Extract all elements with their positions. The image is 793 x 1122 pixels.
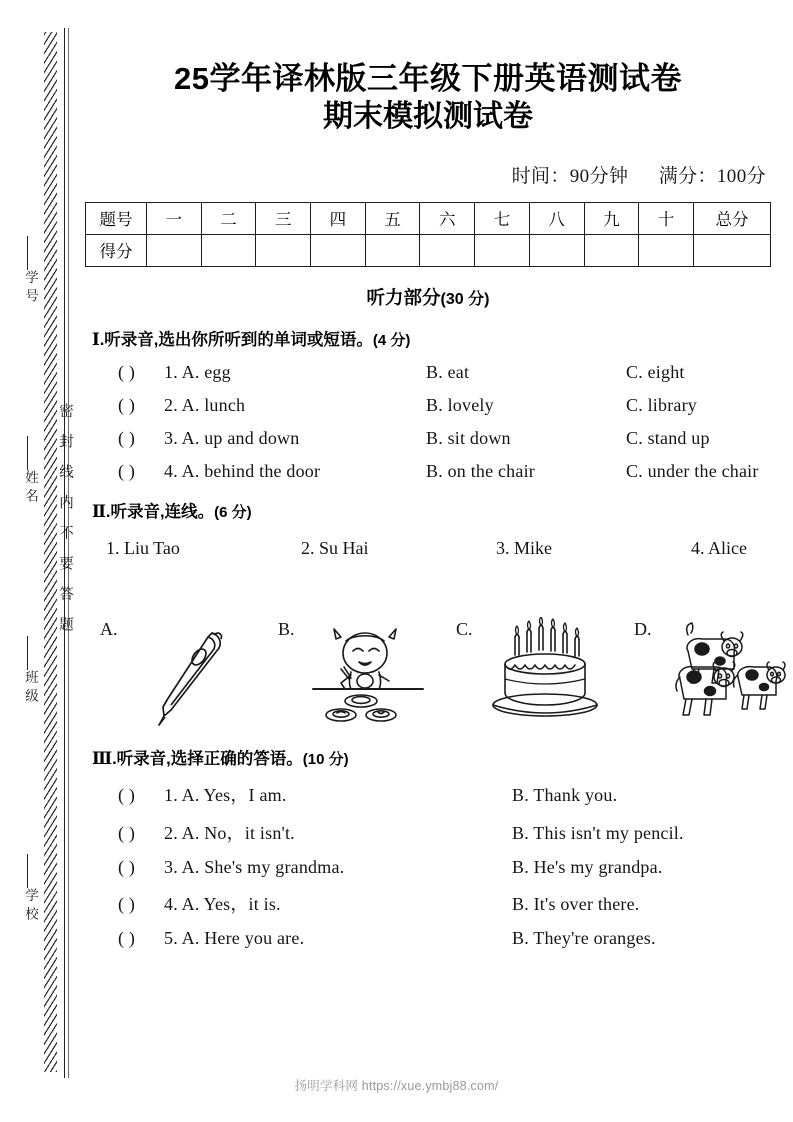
listening-part-title [78,284,778,310]
cows-icon [658,617,790,729]
question-row[interactable] [78,819,778,845]
section-points-1: (4 分) [372,331,411,349]
field-label-class: 班级 [23,670,38,707]
table-row-question-numbers [86,202,771,234]
question-option-a[interactable] [164,819,512,845]
score-table-col-10: 十 [639,202,694,234]
question-row[interactable] [78,362,778,383]
seal-line-text: 密封线内不要答题 [57,403,73,647]
question-option-a[interactable] [164,890,512,916]
answer-blank[interactable]: ( ) [118,893,136,914]
section-heading-1 [92,326,778,350]
question-option-c[interactable]: C. eight [626,361,685,382]
question-option-b[interactable]: B. He's my grandpa. [512,856,663,877]
option-a-text: A. Here you are. [181,927,305,948]
score-cell-10[interactable] [639,234,694,266]
question-option-a[interactable] [164,428,426,449]
matching-name-3[interactable]: 3. Mike [496,537,552,558]
field-rule-school [27,854,28,888]
footer-watermark: 扬明学科网 https://xue.ymbj88.com/ [294,1079,499,1093]
answer-blank[interactable]: ( ) [118,784,136,805]
question-option-b[interactable]: B. on the chair [426,460,535,481]
section-heading-2 [92,498,778,522]
exam-duration: 时间：90分钟 [511,165,629,187]
matching-name-4[interactable]: 4. Alice [691,537,747,558]
option-a-text: A. behind the door [181,460,321,481]
picture-item-d[interactable] [634,611,793,729]
option-a-text: A. She's my grandma. [181,856,345,877]
score-cell-9[interactable] [584,234,639,266]
question-number: 2. [164,394,178,415]
picture-label-d: D. [634,618,652,639]
question-row[interactable] [78,890,778,916]
option-a-text: A. Yes，I am. [181,784,287,805]
score-cell-2[interactable] [201,234,256,266]
picture-label-a: A. [100,618,118,639]
question-number: 4. [164,460,178,481]
picture-label-b: B. [278,618,295,639]
question-option-a[interactable] [164,461,426,482]
matching-pictures-row [78,611,778,729]
section-numeral-1: Ⅰ [92,329,100,349]
score-cell-5[interactable] [365,234,420,266]
score-cell-6[interactable] [420,234,475,266]
section-heading-3 [92,745,778,769]
pen-icon [124,617,256,729]
question-number: 2. [164,822,178,843]
answer-blank[interactable]: ( ) [118,460,136,481]
page-subtitle: 期末模拟测试卷 [323,100,533,134]
score-table-row-label-question: 题号 [86,202,147,234]
field-rule-student-number [27,236,28,270]
section-text-1: .听录音,选出你所听到的单词或短语。 [99,330,373,349]
question-number: 3. [164,427,178,448]
section-text-3: .听录音,选择正确的答语。 [112,749,303,768]
binding-margin [0,0,72,1122]
answer-blank[interactable]: ( ) [118,856,136,877]
question-option-b[interactable]: B. They're oranges. [512,927,656,948]
option-a-text: A. egg [181,361,231,382]
option-a-text: A. Yes，it is. [181,893,281,914]
field-label-student-number: 学号 [23,270,38,307]
page-title: 25学年译林版三年级下册英语测试卷 [174,61,682,96]
score-table-col-6: 六 [420,202,475,234]
section-numeral-3: Ⅲ [92,748,113,768]
question-row[interactable] [78,857,778,878]
question-option-b[interactable]: B. It's over there. [512,893,640,914]
exam-paper-body [78,0,778,1122]
exam-meta-line [78,161,778,188]
answer-blank[interactable]: ( ) [118,927,136,948]
birthday-cake-icon [479,617,611,729]
score-table-col-9: 九 [584,202,639,234]
field-rule-class [27,636,28,670]
section-points-3: (10 分) [302,750,349,768]
field-rule-name [27,436,28,470]
question-number: 1. [164,784,178,805]
question-number: 1. [164,361,178,382]
option-a-text: A. No，it isn't. [181,822,295,843]
score-table-row-label-score: 得分 [86,234,147,266]
question-row[interactable] [78,395,778,416]
question-option-c[interactable]: C. stand up [626,427,710,448]
field-label-school: 学校 [23,888,38,925]
section-numeral-2: Ⅱ [92,501,106,521]
question-option-b[interactable]: B. Thank you. [512,784,618,805]
score-table-col-3: 三 [256,202,311,234]
field-label-name: 姓名 [23,470,38,507]
score-table-col-total: 总分 [694,202,771,234]
question-option-a[interactable] [164,362,426,383]
score-table-col-5: 五 [365,202,420,234]
score-cell-7[interactable] [475,234,530,266]
answer-blank[interactable]: ( ) [118,822,136,843]
question-row[interactable] [78,461,778,482]
score-table [85,202,771,267]
score-table-col-1: 一 [147,202,202,234]
question-number: 5. [164,927,178,948]
picture-label-c: C. [456,618,473,639]
exam-full-score: 满分：100分 [658,165,766,187]
question-option-c[interactable]: C. library [626,394,697,415]
question-row[interactable] [78,428,778,449]
score-cell-1[interactable] [147,234,202,266]
question-option-a[interactable] [164,928,512,949]
answer-blank[interactable]: ( ) [118,394,136,415]
score-table-col-7: 七 [475,202,530,234]
score-cell-4[interactable] [311,234,366,266]
section-text-2: .听录音,连线。 [105,502,215,521]
listening-part-label: 听力部分 [366,286,441,308]
question-row[interactable] [78,781,778,807]
listening-part-points: (30 分) [440,290,490,308]
picture-item-a[interactable] [100,611,278,729]
matching-name-2[interactable]: 2. Su Hai [301,537,369,558]
score-table-col-2: 二 [201,202,256,234]
answer-blank[interactable]: ( ) [118,361,136,382]
question-option-a[interactable] [164,857,512,878]
question-option-b[interactable]: B. eat [426,361,470,382]
picture-item-c[interactable] [456,611,634,729]
question-option-c[interactable]: C. under the chair [626,460,759,481]
score-table-col-4: 四 [311,202,366,234]
matching-name-1[interactable]: 1. Liu Tao [106,537,180,558]
question-option-b[interactable]: B. lovely [426,394,494,415]
option-a-text: A. lunch [181,394,246,415]
question-option-a[interactable] [164,781,512,807]
question-option-a[interactable] [164,395,426,416]
picture-item-b[interactable] [278,611,456,729]
table-row-scores [86,234,771,266]
section-points-2: (6 分) [214,503,252,521]
question-number: 4. [164,893,178,914]
question-row[interactable] [78,928,778,949]
score-table-col-8: 八 [529,202,584,234]
question-option-b[interactable]: B. sit down [426,427,511,448]
score-cell-3[interactable] [256,234,311,266]
question-number: 3. [164,856,178,877]
option-a-text: A. up and down [181,427,300,448]
matching-names-row [78,538,778,559]
girl-eating-icon [301,617,433,729]
answer-blank[interactable]: ( ) [118,427,136,448]
score-cell-total[interactable] [694,234,771,266]
question-option-b[interactable]: B. This isn't my pencil. [512,822,684,843]
score-cell-8[interactable] [529,234,584,266]
